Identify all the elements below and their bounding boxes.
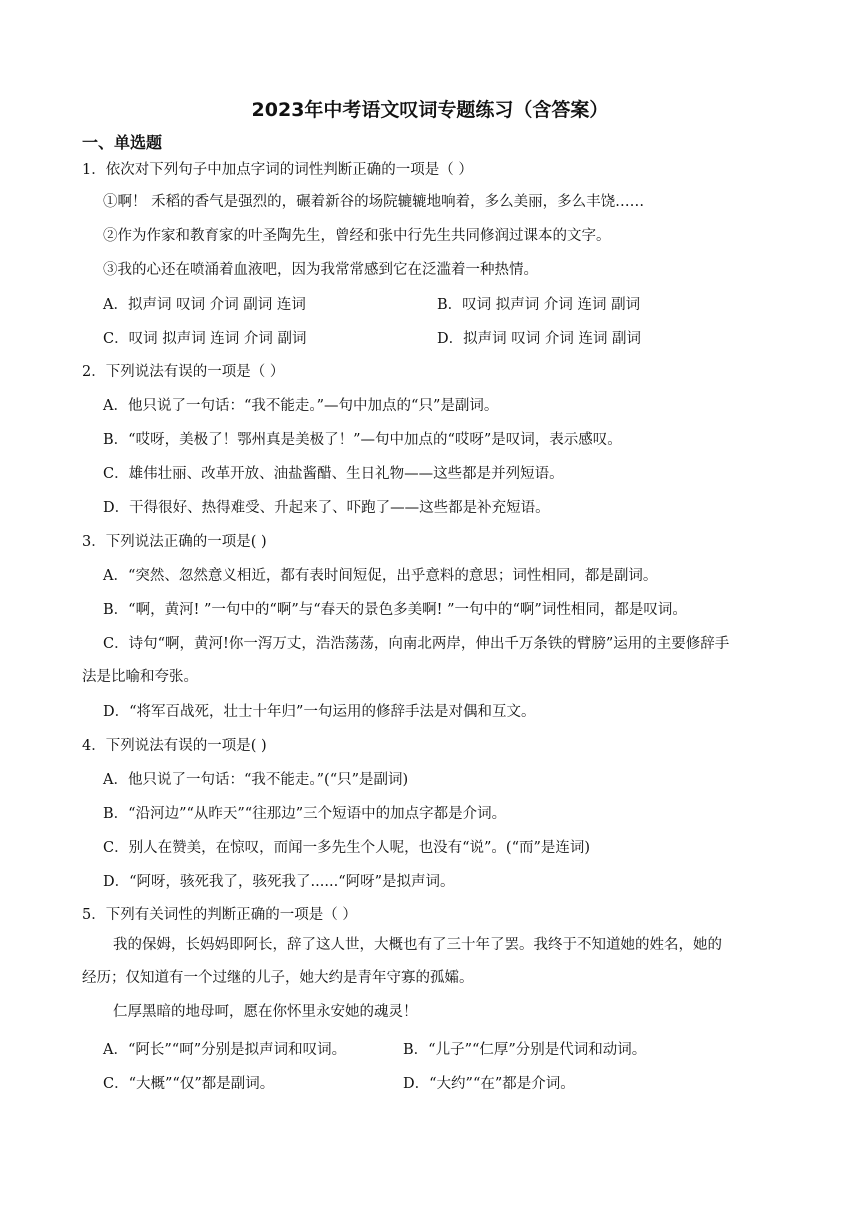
question-1-option-c: C．叹词 拟声词 连词 介词 副词 [103,331,307,347]
question-5-option-d: D．“大约”“在”都是介词。 [403,1076,575,1092]
question-4-option-a: A．他只说了一句话：“我不能走。”(“只”是副词) [103,772,409,788]
question-4-option-d: D．“阿呀，骇死我了，骇死我了......“阿呀”是拟声词。 [103,874,455,890]
page-title: 2023年中考语文叹词专题练习（含答案） [251,99,609,121]
question-5-option-c: C．“大概”“仅”都是副词。 [103,1076,275,1092]
question-5-passage-line-2: 经历；仅知道有一个过继的儿子，她大约是青年守寡的孤孀。 [82,970,474,986]
question-1-option-d: D．拟声词 叹词 介词 连词 副词 [437,331,642,347]
question-2-stem: 2．下列说法有误的一项是（ ） [82,364,285,380]
question-4-option-c: C．别人在赞美，在惊叹，而闻一多先生个人呢，也没有“说”。(“而”是连词) [103,840,591,856]
question-3-option-b: B．“啊，黄河! ”一句中的“啊”与“春天的景色多美啊! ”一句中的“啊”词性相同，都是叹词。 [103,602,687,618]
question-3-option-c-continued: 法是比喻和夸张。 [82,669,198,685]
question-2-option-b: B．“哎呀，美极了！鄂州真是美极了！”—句中加点的“哎呀”是叹词，表示感叹。 [103,432,622,448]
question-4-stem: 4．下列说法有误的一项是( ) [82,738,267,754]
question-1-option-b: B．叹词 拟声词 介词 连词 副词 [437,297,641,313]
question-2-option-d: D．干得很好、热得难受、升起来了、吓跑了——这些都是补充短语。 [103,500,550,516]
question-3-option-c: C．诗句“啊，黄河!你一泻万丈，浩浩荡荡，向南北两岸，伸出千万条铁的臂膀”运用的主要修辞手 [103,636,730,652]
question-5-option-b: B．“儿子”“仁厚”分别是代词和动词。 [403,1042,647,1058]
question-5-passage-line-3: 仁厚黑暗的地母呵，愿在你怀里永安她的魂灵！ [113,1004,418,1020]
question-1-stem: 1．依次对下列句子中加点字词的词性判断正确的一项是（ ） [82,162,473,178]
question-5-stem: 5．下列有关词性的判断正确的一项是（ ） [82,907,357,923]
question-2-option-a: A．他只说了一句话：“我不能走。”—句中加点的“只”是副词。 [103,398,499,414]
question-1-sentence-2: ②作为作家和教育家的叶圣陶先生，曾经和张中行先生共同修润过课本的文字。 [103,228,611,244]
question-5-passage-line-1: 我的保姆，长妈妈即阿长，辞了这人世，大概也有了三十年了罢。我终于不知道她的姓名，她的 [113,937,722,953]
section-heading: 一、单选题 [82,133,163,152]
question-2-option-c: C．雄伟壮丽、改革开放、油盐酱醋、生日礼物——这些都是并列短语。 [103,466,564,482]
question-1-option-a: A．拟声词 叹词 介词 副词 连词 [103,297,306,313]
question-3-option-a: A．“突然、忽然意义相近，都有表时间短促，出乎意料的意思；词性相同，都是副词。 [103,568,658,584]
question-5-option-a: A．“阿长”“呵”分别是拟声词和叹词。 [103,1042,347,1058]
question-1-sentence-3: ③我的心还在喷涌着血液吧，因为我常常感到它在泛滥着一种热情。 [103,262,538,278]
question-4-option-b: B．“沿河边”“从昨天”“往那边”三个短语中的加点字都是介词。 [103,806,507,822]
question-1-sentence-1: ①啊！ 禾稻的香气是强烈的，碾着新谷的场院辘辘地响着，多么美丽，多么丰饶…… [103,194,645,210]
question-3-stem: 3．下列说法正确的一项是( ) [82,534,267,550]
question-3-option-d: D．“将军百战死，壮士十年归”一句运用的修辞手法是对偶和互文。 [103,704,536,720]
